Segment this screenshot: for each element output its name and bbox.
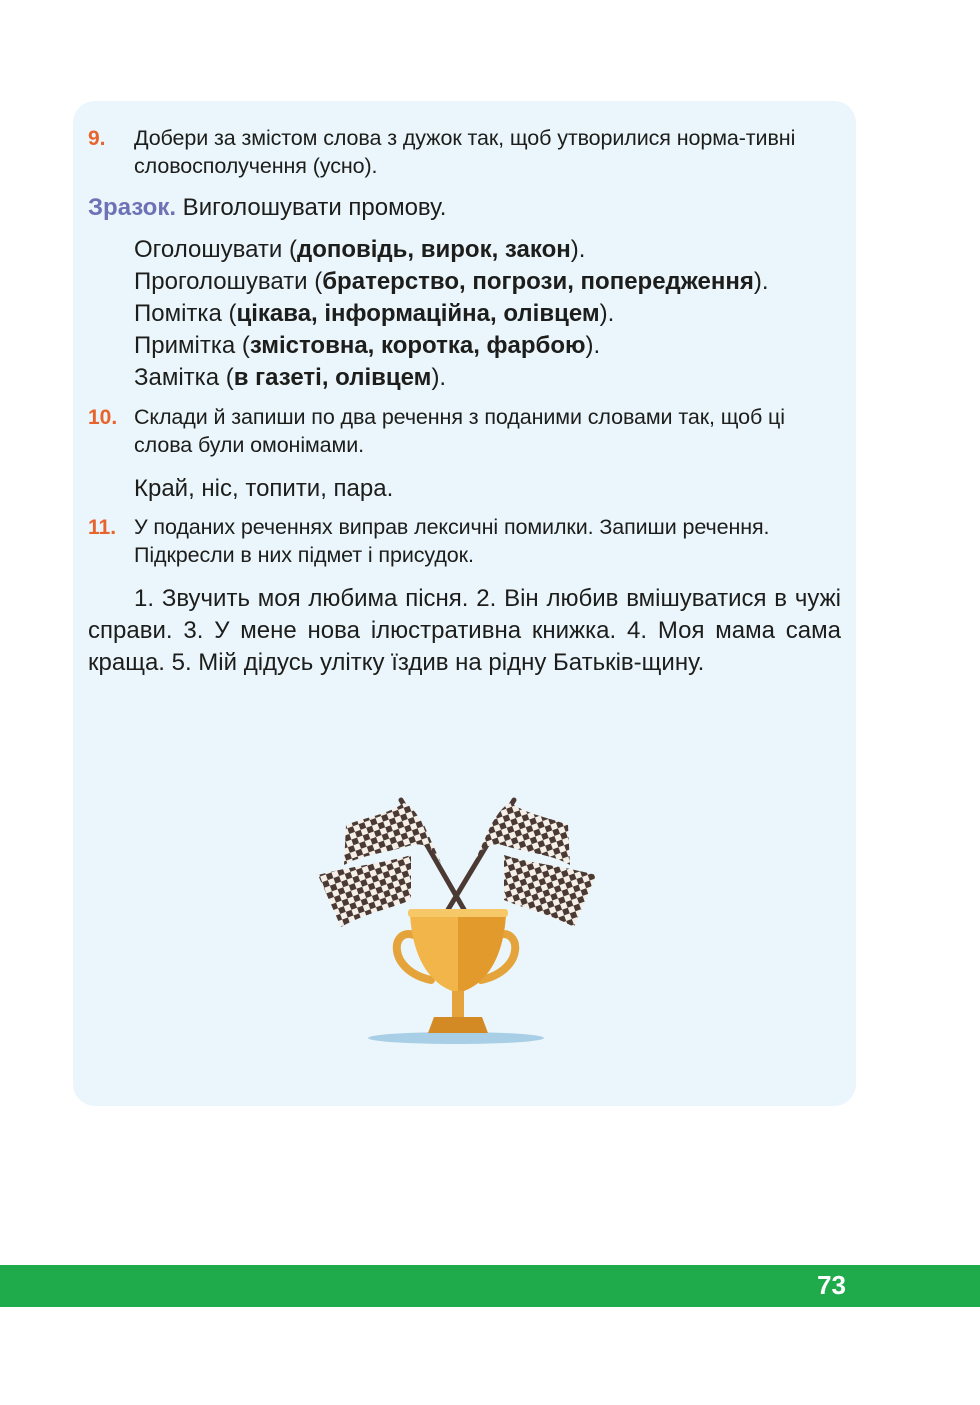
collocation-line: Примітка (змістовна, коротка, фарбою). [134, 332, 601, 359]
exercise-10-words: Край, ніс, топити, пара. [134, 475, 394, 502]
exercise-11-task: У поданих реченнях виправ лексичні помилки. Запиши речення. Підкресли в них підмет і присудок. [134, 515, 770, 567]
exercise-11-text: 1. Звучить моя любима пісня. 2. Він любив вмішуватися в чужі справи. 3. У мене нова ілюстративна книжка. 4. Моя мама сама краща. 5. Мій дідусь улітку їздив на рідну Батьків-щину. [88, 585, 841, 676]
sample [88, 193, 446, 223]
sample-text: Виголошувати промову. [176, 194, 447, 221]
exercise-9-task: Добери за змістом слова з дужок так, щоб утворилися норма-тивні словосполучення (усно). [134, 126, 796, 178]
page-number: 73 [817, 1270, 846, 1300]
collocation-line: Проголошувати (братерство, погрози, попередження). [134, 268, 769, 295]
exercise-10-number: 10. [88, 406, 118, 429]
exercise-11-number: 11. [88, 516, 117, 539]
collocation-line: Помітка (цікава, інформаційна, олівцем). [134, 300, 615, 327]
trophy-with-checkered-flags-icon [316, 795, 606, 1050]
exercise-9-number: 9. [88, 127, 106, 150]
collocation-line: Замітка (в газеті, олівцем). [134, 364, 447, 391]
collocation-line: Оголошувати (доповідь, вирок, закон). [134, 236, 586, 263]
exercise-10-task: Склади й запиши по два речення з поданими словами так, щоб ці слова були омонімами. [134, 405, 785, 457]
sample-label: Зразок. [88, 194, 177, 221]
